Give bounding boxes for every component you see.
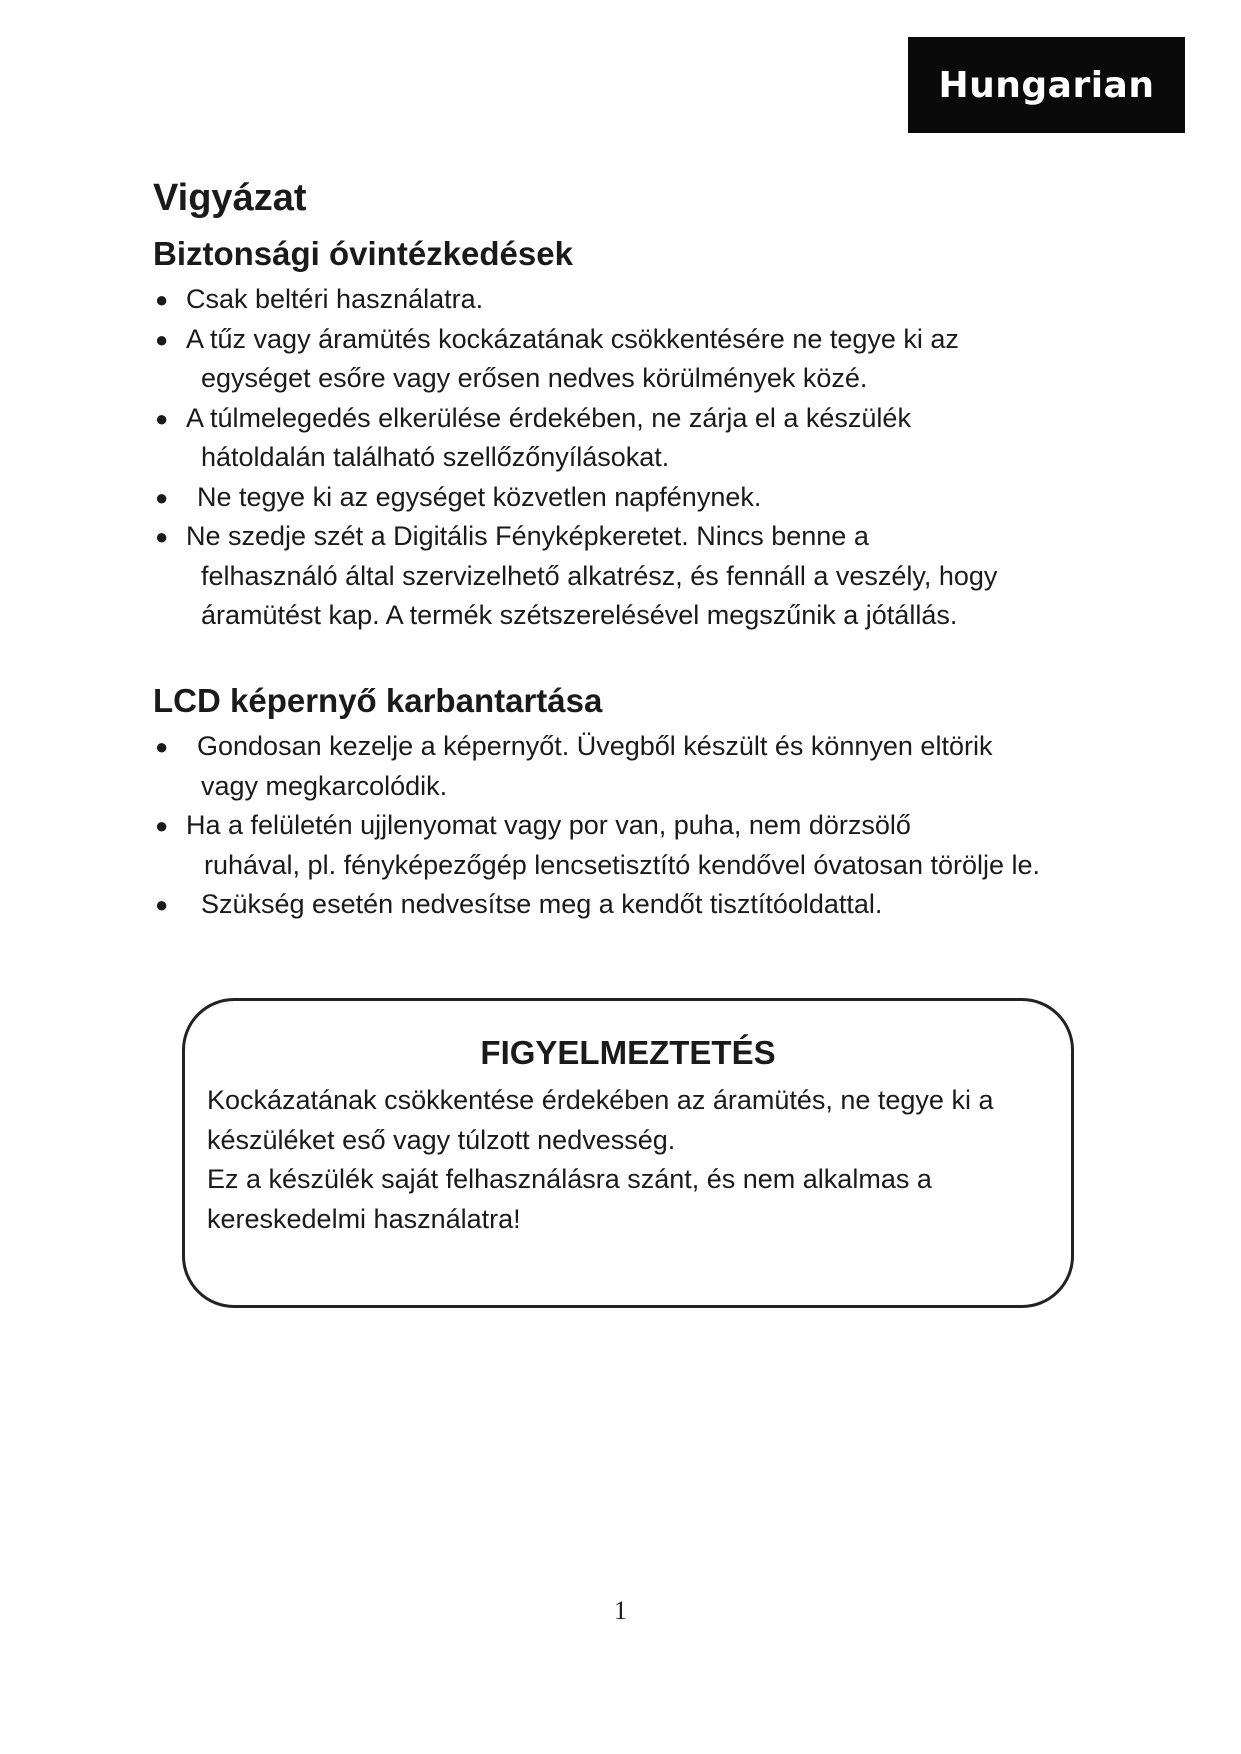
bullet-icon: ● <box>155 734 169 759</box>
list-item <box>153 806 1113 885</box>
list-item-text: Szükség esetén nedvesítse meg a kendőt tisztítóoldattal. <box>201 889 883 919</box>
language-tab: Hungarian <box>908 37 1185 133</box>
list-item-continuation: hátoldalán található szellőzőnyílásokat. <box>201 442 670 472</box>
bullet-icon: ● <box>155 813 169 838</box>
list-item-text: Gondosan kezelje a képernyőt. Üvegből készült és könnyen eltörik <box>197 731 993 761</box>
warning-line-2: Ez a készülék saját felhasználásra szánt, és nem alkalmas a kereskedelmi használatra! <box>207 1164 932 1234</box>
list-item <box>153 478 1113 518</box>
list-item <box>153 280 1113 320</box>
list-item-continuation: ruhával, pl. fényképezőgép lencsetisztító kendővel óvatosan törölje le. <box>204 849 1041 880</box>
lcd-heading: LCD képernyő karbantartása <box>153 682 603 719</box>
list-item-text: A tűz vagy áramütés kockázatának csökkentésére ne tegye ki az <box>186 323 959 354</box>
warning-line-1: Kockázatának csökkentése érdekében az áramütés, ne tegye ki a készüléket eső vagy túlzott nedvesség. <box>207 1085 994 1155</box>
list-item <box>153 885 1113 925</box>
safety-list <box>153 280 1113 636</box>
page-number: 1 <box>614 1596 627 1625</box>
bullet-icon: ● <box>155 405 169 431</box>
warning-title: FIGYELMEZTETÉS <box>480 1034 776 1071</box>
page-title: Vigyázat <box>153 177 307 219</box>
list-item <box>153 320 1113 399</box>
list-item-text: Ne szedje szét a Digitális Fényképkeretet. Nincs benne a <box>186 521 869 551</box>
list-item-text: Ne tegye ki az egységet közvetlen napfénynek. <box>197 481 762 512</box>
lcd-list <box>153 727 1113 925</box>
bullet-icon: ● <box>155 326 169 352</box>
list-item-continuation: vagy megkarcolódik. <box>201 770 448 801</box>
list-item-text: Ha a felületén ujjlenyomat vagy por van, puha, nem dörzsölő <box>186 810 911 840</box>
warning-box <box>182 998 1074 1308</box>
list-item-continuation: egységet esőre vagy erősen nedves körülmények közé. <box>201 363 868 393</box>
list-item <box>153 517 1113 636</box>
list-item-continuation: felhasználó által szervizelhető alkatrész, és fennáll a veszély, hogy áramütést kap. A termék szétszerelésével megszűnik a jótállás. <box>201 560 998 630</box>
list-item <box>153 727 1113 806</box>
list-item-text: Csak beltéri használatra. <box>186 284 484 314</box>
bullet-icon: ● <box>155 892 169 917</box>
warning-text <box>207 1081 1057 1239</box>
list-item-text: A túlmelegedés elkerülése érdekében, ne zárja el a készülék <box>186 402 911 433</box>
safety-heading: Biztonsági óvintézkedések <box>153 235 573 272</box>
list-item <box>153 399 1113 478</box>
bullet-icon: ● <box>155 524 169 549</box>
bullet-icon: ● <box>155 484 169 510</box>
bullet-icon: ● <box>155 287 169 312</box>
